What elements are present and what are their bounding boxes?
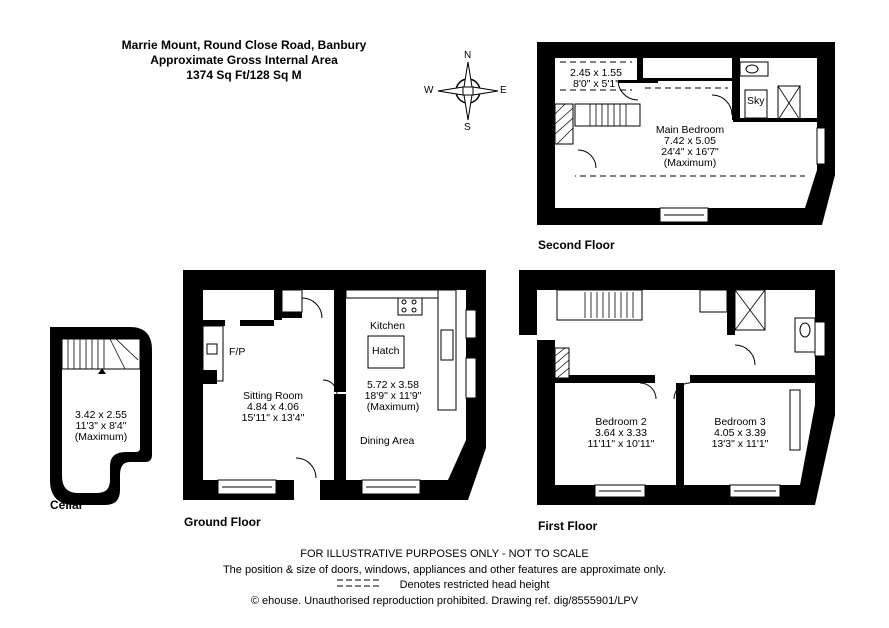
sitting-room-metric: 4.84 x 4.06 <box>247 401 299 413</box>
bedroom-2-name: Bedroom 2 <box>595 416 647 428</box>
dining-area-name: Dining Area <box>360 435 415 447</box>
kitchen-label: Kitchen <box>370 320 406 332</box>
cellar-room-label <box>62 410 140 443</box>
compass-rose-icon <box>438 62 498 120</box>
compass-east: E <box>500 85 507 96</box>
bedroom-3-name: Bedroom 3 <box>714 416 766 428</box>
bedroom-2-label <box>570 417 672 450</box>
landing-imperial: 8'0" x 5'1" <box>573 78 619 90</box>
disclaimer-heading: FOR ILLUSTRATIVE PURPOSES ONLY - NOT TO SCALE <box>300 548 589 560</box>
first-floor-plan <box>519 270 835 505</box>
sitting-room-label <box>218 391 328 424</box>
main-bedroom-imperial: 24'4" x 16'7" <box>661 146 719 158</box>
sitting-room-name: Sitting Room <box>242 390 304 402</box>
sitting-room-imperial: 15'11" x 13'4" <box>241 412 305 424</box>
compass-south: S <box>464 122 471 133</box>
cellar-note: (Maximum) <box>74 431 128 443</box>
main-bedroom-metric: 7.42 x 5.05 <box>664 135 716 147</box>
landing-label <box>560 68 632 90</box>
compass-north: N <box>464 50 472 61</box>
copyright-text: ehouse. Unauthorised reproduction prohibited. Drawing ref. dig/8555901/LPV <box>262 595 639 607</box>
copyright-icon: © <box>250 595 259 607</box>
hatch-label: Hatch <box>372 345 400 357</box>
skylight-label: Sky <box>747 95 765 107</box>
main-bedroom-label <box>640 125 740 169</box>
cellar-imperial: 11'3" x 8'4" <box>75 420 127 432</box>
fireplace-label: F/P <box>229 346 246 358</box>
ground-floor-label: Ground Floor <box>184 515 261 529</box>
second-floor-label: Second Floor <box>538 238 615 252</box>
cellar-metric: 3.42 x 2.55 <box>75 409 127 421</box>
restricted-height-note: Denotes restricted head height <box>399 579 550 591</box>
bedroom-2-imperial: 11'11" x 10'11" <box>587 438 655 450</box>
bedroom-2-metric: 3.64 x 3.33 <box>595 427 647 439</box>
bedroom-3-imperial: 13'3" x 11'1" <box>711 438 769 450</box>
dining-note: (Maximum) <box>366 401 420 413</box>
compass-west: W <box>424 85 434 96</box>
copyright-line <box>0 594 889 608</box>
dining-imperial: 18'9" x 11'9" <box>364 390 422 402</box>
dining-metric: 5.72 x 3.58 <box>367 379 419 391</box>
cellar-floor-label: Cellar <box>50 498 84 512</box>
main-bedroom-note: (Maximum) <box>663 157 717 169</box>
bedroom-3-label <box>695 417 785 450</box>
bedroom-3-metric: 4.05 x 3.39 <box>714 427 766 439</box>
ground-floor-plan <box>183 270 486 500</box>
landing-metric: 2.45 x 1.55 <box>570 67 622 79</box>
first-floor-label: First Floor <box>538 519 598 533</box>
dining-room-label <box>350 380 436 413</box>
main-bedroom-name: Main Bedroom <box>655 124 725 136</box>
property-address: Marrie Mount, Round Close Road, Banbury <box>121 38 367 52</box>
disclaimer-text: The position & size of doors, windows, appliances and other features are approximate only. <box>222 564 667 576</box>
area-value: 1374 Sq Ft/128 Sq M <box>186 68 302 82</box>
area-label: Approximate Gross Internal Area <box>150 53 338 67</box>
